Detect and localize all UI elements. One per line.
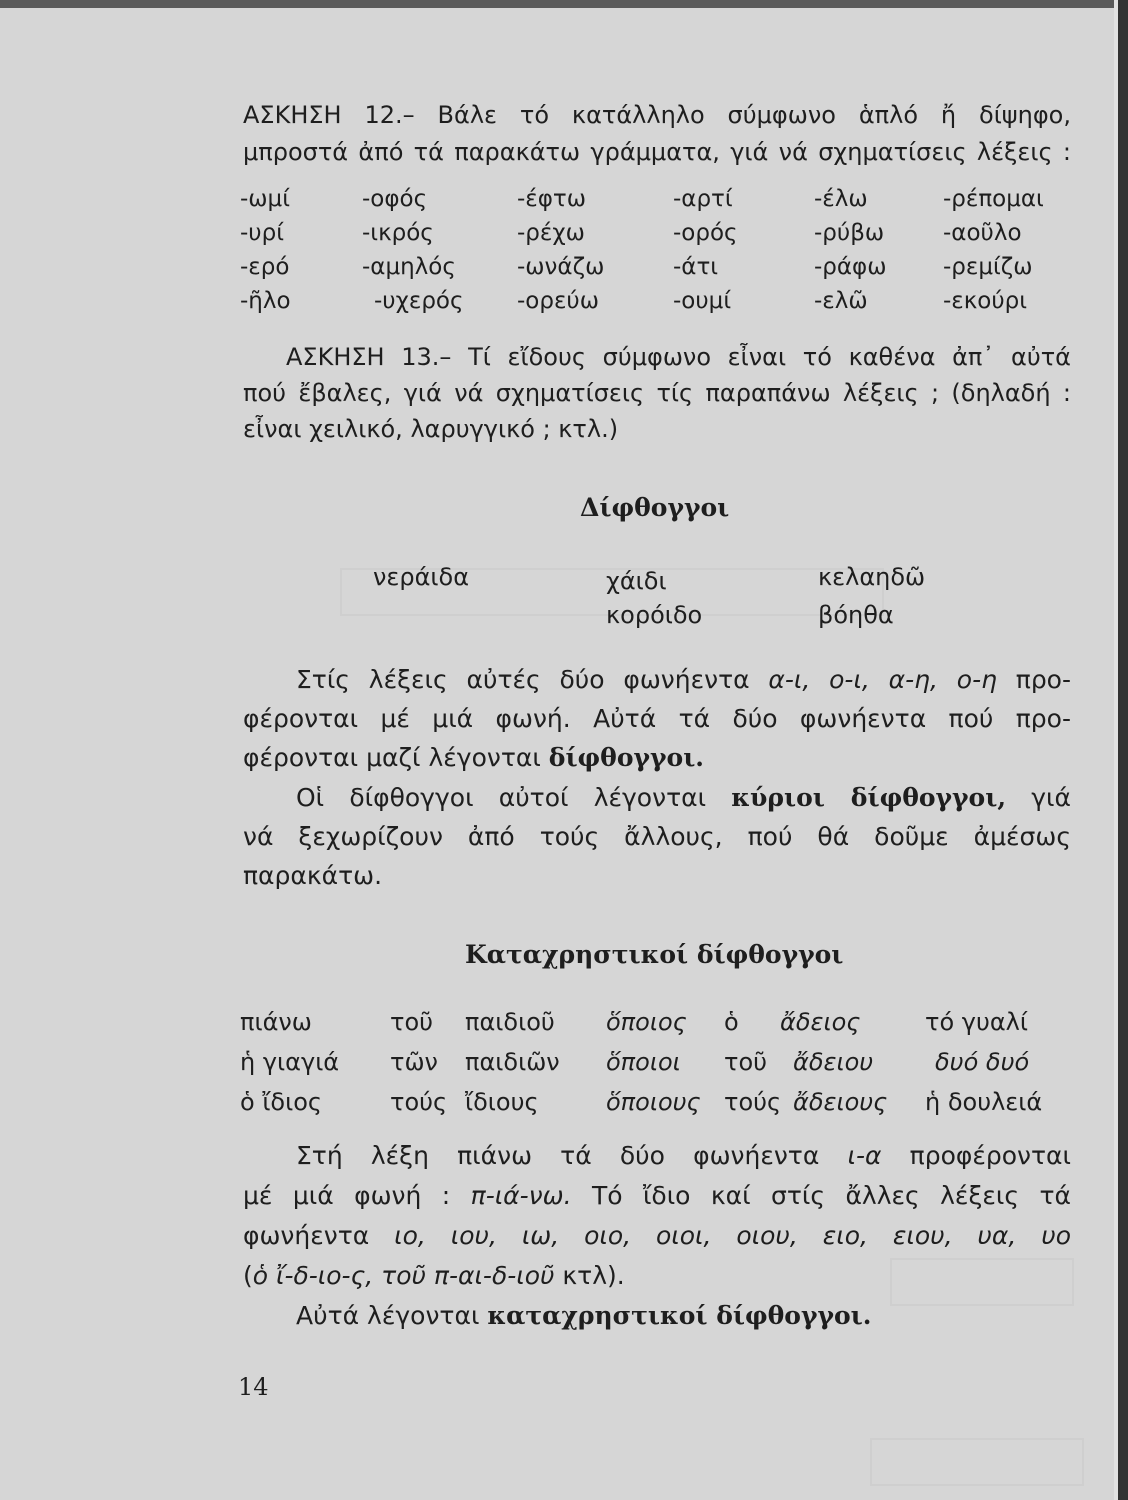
paragraph-line: φέρονται μαζί λέγονται δίφθογγοι. [243,743,704,772]
table-cell: τούς [390,1088,448,1116]
table-cell: -υρί [240,220,284,246]
book-page [0,8,1118,1500]
exercise-13-line-2: πού ἔβαλες, γιά νά σχηματίσεις τίς παραπάνω λέξεις ; (δηλαδή : [243,379,1071,407]
table-cell: παιδιῶν [465,1048,560,1076]
table-cell: -ωνάζω [517,254,605,280]
table-cell: δυό δυό [935,1048,1030,1076]
table-cell: -ράφω [814,254,887,280]
table-cell: τό γυαλί [925,1008,1028,1036]
table-cell: -ῆλο [240,288,291,314]
table-cell: -ουμί [673,288,732,314]
table-cell: -άτι [673,254,719,280]
exercise-12-word-table [240,186,1070,322]
table-cell: τοῦ [390,1008,434,1036]
table-cell: τῶν [390,1048,438,1076]
table-cell: -ρέχω [517,220,585,246]
table-cell: ἡ δουλειά [925,1088,1043,1116]
page-number: 14 [238,1373,269,1401]
table-cell: ἄδειος [780,1008,861,1036]
table-cell: ὁ [724,1008,739,1036]
table-cell: -ορεύω [517,288,599,314]
table-row [240,288,1070,322]
example-word: κορόιδο [606,601,703,629]
table-cell: παιδιοῦ [465,1008,555,1036]
table-cell: ὅποιος [606,1008,687,1036]
page-edge-shadow [1118,0,1128,1500]
paragraph-line: νά ξεχωρίζουν ἀπό τούς ἄλλους, πού θά δοῦμε ἀμέσως [243,822,1071,851]
improper-diphthongs-table [240,1008,1070,1128]
table-cell: ἴδιους [465,1088,539,1116]
table-row [240,1048,1070,1088]
table-cell: ἡ γιαγιά [240,1048,340,1076]
example-word: κελαηδῶ [818,563,926,591]
table-cell: -έφτω [517,186,587,212]
table-cell: -αρτί [673,186,733,212]
table-row [240,1008,1070,1048]
exercise-13-line-1: ΑΣΚΗΣΗ 13.– Τί εἴδους σύμφωνο εἶναι τό καθένα ἀπ᾽ αὐτά [286,343,1071,371]
table-cell: ὁ ἴδιος [240,1088,323,1116]
paragraph-line: παρακάτω. [243,861,383,890]
paragraph-line: Αὐτά λέγονται καταχρηστικοί δίφθογγοι. [296,1301,872,1330]
table-cell: ἄδειους [793,1088,888,1116]
table-row [240,1088,1070,1128]
example-word: νεράιδα [373,563,470,591]
exercise-12-line-1: ΑΣΚΗΣΗ 12.– Βάλε τό κατάλληλο σύμφωνο ἁπλό ἤ δίψηφο, [243,101,1071,129]
example-word: χάιδι [606,567,667,595]
table-cell: τοῦ [724,1048,768,1076]
exercise-13-line-3: εἶναι χειλικό, λαρυγγικό ; κτλ.) [243,415,619,443]
paragraph-line: Στίς λέξεις αὐτές δύο φωνήεντα α-ι, ο-ι, α-η, ο-η προ- [296,665,1072,694]
paragraph-line: φωνήεντα ιο, ιου, ιω, οιο, οιοι, οιου, ειο, ειου, υα, υο [243,1221,1071,1250]
table-cell: -αοῦλο [943,220,1022,246]
table-cell: -υχερός [374,288,464,314]
table-row [240,220,1070,254]
table-cell: -ρέπομαι [943,186,1044,212]
table-row [240,254,1070,288]
paragraph-line: Στή λέξη πιάνω τά δύο φωνήεντα ι-α προφέρονται [296,1141,1071,1170]
table-cell: -οφός [362,186,428,212]
table-cell: -αμηλός [362,254,456,280]
paragraph-line: Οἱ δίφθογγοι αὐτοί λέγονται κύριοι δίφθογγοι, γιά [296,783,1071,812]
section-heading-diphthongs: Δίφθογγοι [580,493,730,522]
table-cell: -ικρός [362,220,434,246]
section-heading-improper-diphthongs: Καταχρηστικοί δίφθογγοι [465,940,844,969]
table-cell: τούς [724,1088,782,1116]
table-cell: -ερό [240,254,290,280]
table-cell: ἄδειου [793,1048,874,1076]
table-cell: ὅποιοι [606,1048,681,1076]
table-cell: -ρύβω [814,220,885,246]
table-cell: ὅποιους [606,1088,701,1116]
table-cell: -ελῶ [814,288,868,314]
example-word: βόηθα [818,601,894,629]
table-row [240,186,1070,220]
table-cell: -ρεμίζω [943,254,1033,280]
table-cell: -έλω [814,186,868,212]
table-cell: -ορός [673,220,738,246]
paragraph-line: (ὁ ἴ-δ-ιο-ς, τοῦ π-αι-δ-ιοῦ κτλ). [243,1261,625,1290]
paragraph-line: μέ μιά φωνή : π-ιά-νω. Τό ἴδιο καί στίς ἄλλες λέξεις τά [243,1181,1071,1210]
table-cell: πιάνω [240,1008,312,1036]
paragraph-line: φέρονται μέ μιά φωνή. Αὐτά τά δύο φωνήεντα πού προ- [243,704,1071,733]
table-cell: -ωμί [240,186,290,212]
table-cell: -εκούρι [943,288,1028,314]
exercise-12-line-2: μπροστά ἀπό τά παρακάτω γράμματα, γιά νά σχηματίσεις λέξεις : [243,138,1071,166]
